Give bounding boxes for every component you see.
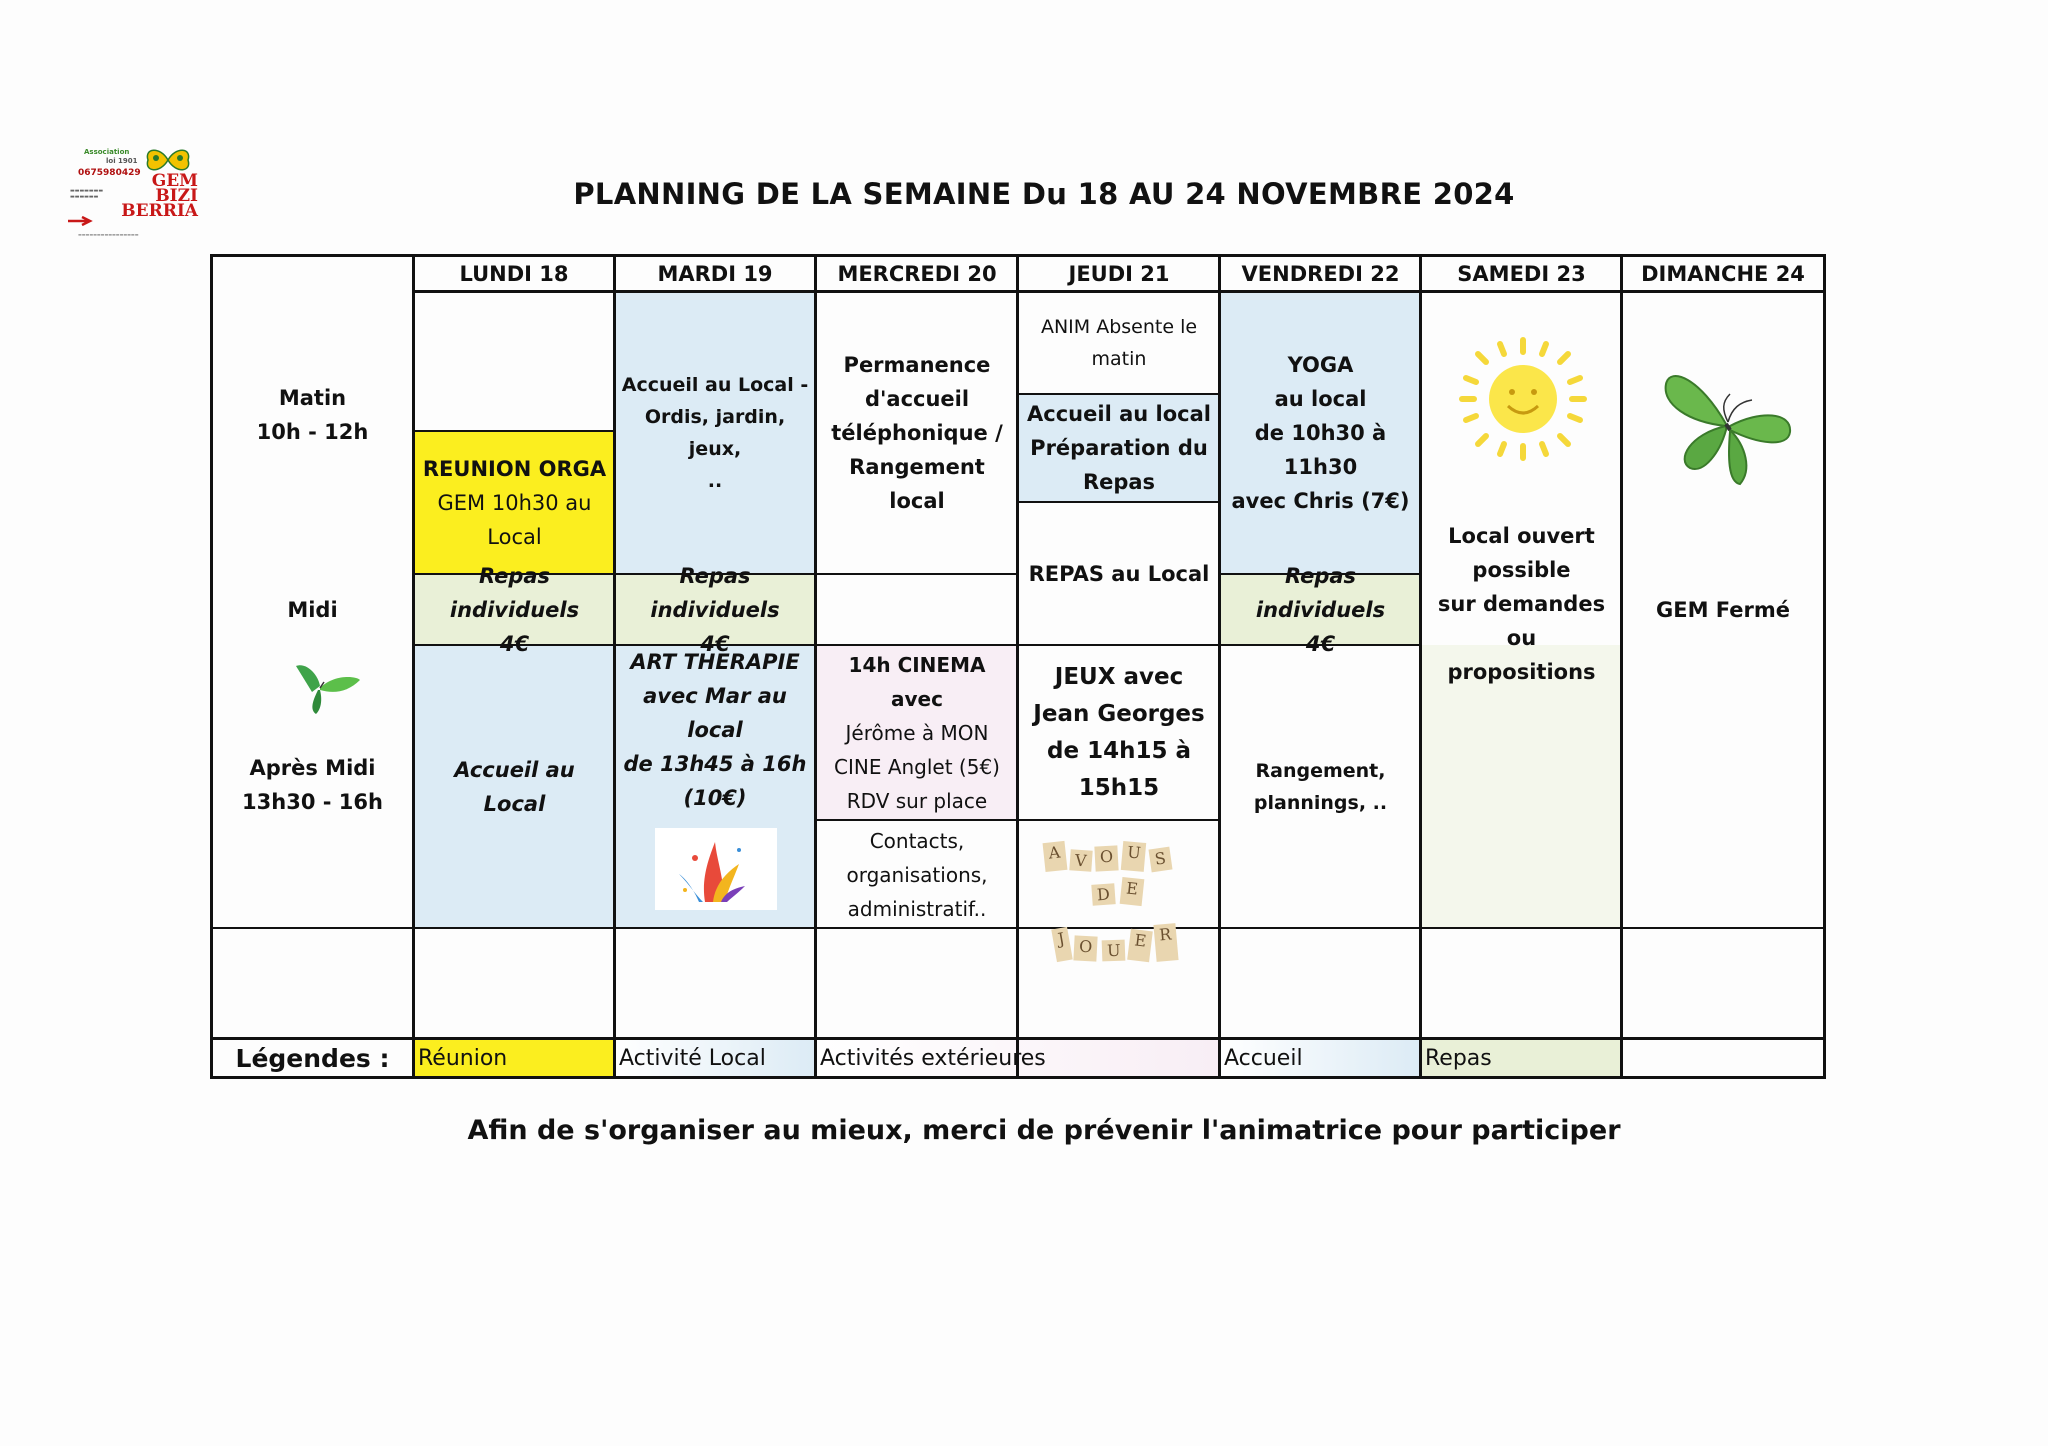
legend-activite-local: Activité Local [619,1046,766,1071]
time-slot-midi: Midi [287,598,338,622]
legend-activites-exterieures: Activités extérieures [820,1046,1046,1071]
scrabble-row: A V O U S [1044,842,1171,871]
mercredi-administratif: Contacts, organisations, administratif.. [846,828,988,921]
logo-association-text: Association [84,148,130,156]
logo-website: ▬▬▬▬▬▬▬▬▬▬▬▬▬▬▬▬ [78,232,139,237]
lundi-accueil-local: Accueil au Local [454,757,575,816]
scrabble-a-vous-de-jouer [1036,836,1236,976]
logo-loi-text: loi 1901 [106,157,138,165]
mercredi-cinema: 14h CINEMA avec Jérôme à MON CINE Anglet (5€) RDV sur place [834,652,1000,813]
lundi-reunion-orga: REUNION ORGA GEM 10h30 au Local [422,457,607,549]
mercredi-permanence: Permanence d'accueil téléphonique / Rangement local [831,353,1003,513]
paint-splash-image [655,828,777,910]
mardi-repas: Repas individuels 4€ [650,563,780,656]
day-header-lundi: LUNDI 18 [459,261,569,286]
logo-address-lines: ▬▬▬▬▬▬▬ ▬▬▬▬▬▬ [70,188,104,200]
scrabble-row: D E [1092,884,1143,905]
legend-label: Légendes : [235,1043,390,1073]
butterfly-icon [1660,360,1796,494]
day-header-vendredi: VENDREDI 22 [1241,261,1400,286]
scrabble-row: J O U E R [1054,928,1177,961]
footer-note: Afin de s'organiser au mieux, merci de prévenir l'animatrice pour participer [467,1115,1621,1146]
legend-accueil: Accueil [1224,1046,1303,1071]
green-butterfly-icon [290,652,364,716]
jeudi-accueil-preparation: Accueil au local Préparation du Repas [1027,402,1211,494]
dimanche-gem-ferme: GEM Fermé [1655,598,1790,622]
day-header-samedi: SAMEDI 23 [1457,261,1586,286]
day-header-jeudi: JEUDI 21 [1068,261,1170,286]
page-title: PLANNING DE LA SEMAINE Du 18 AU 24 NOVEMBRE 2024 [573,177,1515,211]
samedi-local-ouvert: Local ouvert possible sur demandes ou propositions [1437,524,1606,684]
logo-name: GEM BIZI BERRIA [121,171,198,221]
logo-arrow-icon [68,216,96,226]
jeudi-jeux: JEUX avec Jean Georges de 14h15 à 15h15 [1033,663,1205,801]
time-slot-apres-midi: Après Midi 13h30 - 16h [242,756,383,814]
day-header-mardi: MARDI 19 [657,261,773,286]
lundi-repas: Repas individuels 4€ [449,563,580,656]
jeudi-anim-absente: ANIM Absente le matin [1040,315,1198,370]
vendredi-repas: Repas individuels 4€ [1255,563,1386,656]
legend-reunion: Réunion [418,1046,508,1071]
jeudi-repas-local: REPAS au Local [1028,561,1210,586]
time-slot-matin: Matin 10h - 12h [256,386,369,444]
day-header-mercredi: MERCREDI 20 [837,261,997,286]
sun-icon [1454,334,1592,464]
logo-phone: 0675980429 [78,168,141,178]
legend-repas: Repas [1425,1046,1492,1071]
grid-line [1016,819,1220,821]
vendredi-yoga: YOGA au local de 10h30 à 11h30 avec Chris (7€) [1231,353,1410,513]
mardi-art-therapie: ART THERAPIE avec Mar au local de 13h45 à 16h (10€) [623,650,807,810]
day-header-dimanche: DIMANCHE 24 [1641,261,1805,286]
mardi-accueil-local: Accueil au Local - Ordis, jardin, jeux, .. [621,374,809,492]
vendredi-rangement: Rangement, plannings, .. [1253,760,1388,814]
